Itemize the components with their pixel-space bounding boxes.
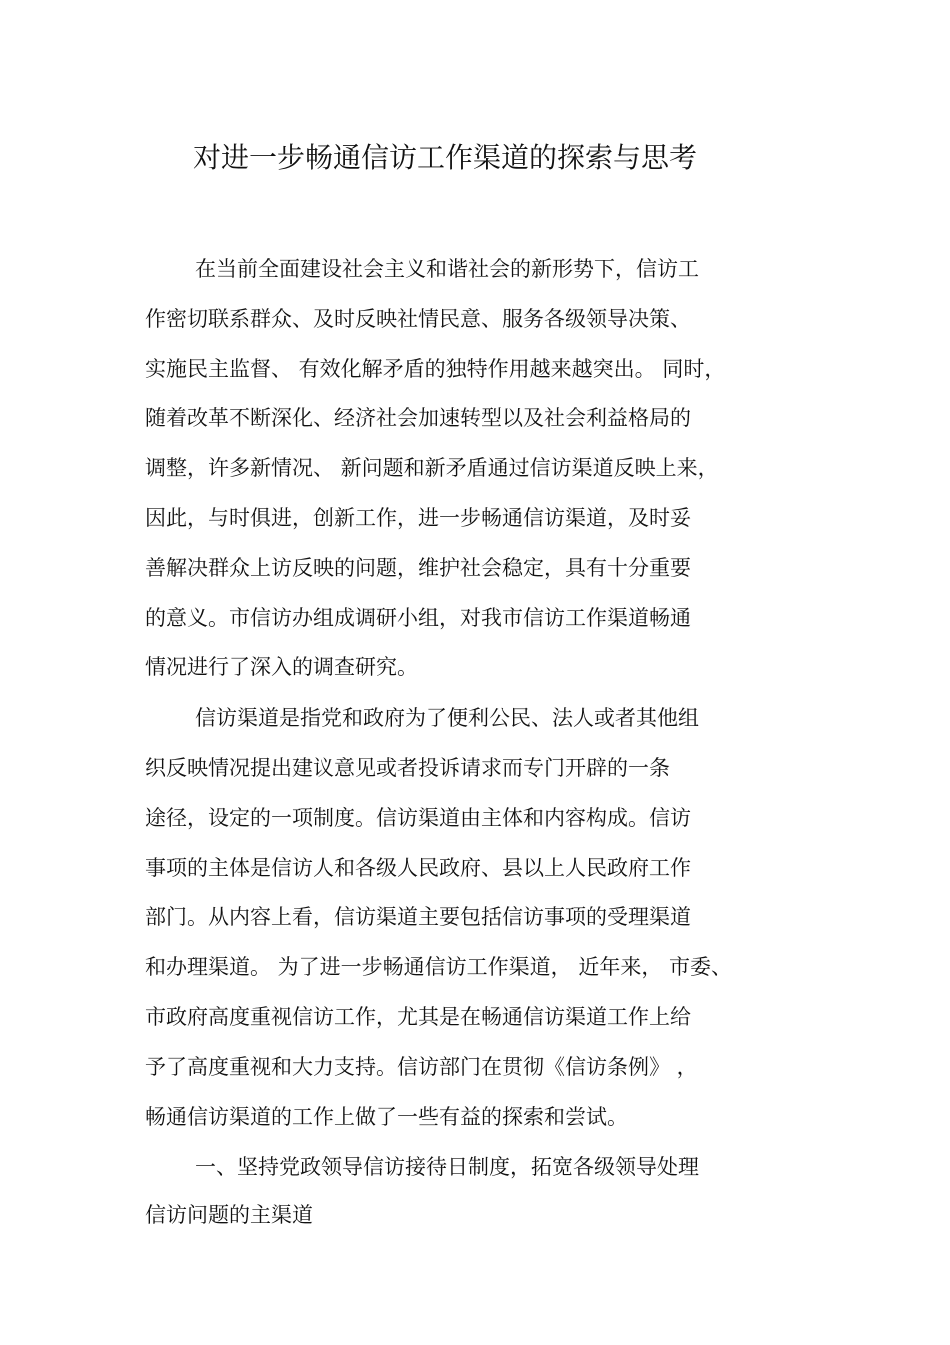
paragraph-line: 市政府高度重视信访工作，尤其是在畅通信访渠道工作上给 xyxy=(145,1005,691,1029)
document-title: 对进一步畅通信访工作渠道的探索与思考 xyxy=(192,141,697,174)
paragraph-line: 信访渠道是指党和政府为了便利公民、法人或者其他组 xyxy=(195,706,699,730)
paragraph-line: 调整，许多新情况、 新问题和新矛盾通过信访渠道反映上来， xyxy=(145,456,719,480)
paragraph-line: 作密切联系群众、及时反映社情民意、服务各级领导决策、 xyxy=(145,307,691,331)
paragraph-line: 畅通信访渠道的工作上做了一些有益的探索和尝试。 xyxy=(145,1105,628,1129)
paragraph-line: 因此，与时俱进，创新工作，进一步畅通信访渠道，及时妥 xyxy=(145,506,691,530)
paragraph-line: 随着改革不断深化、经济社会加速转型以及社会利益格局的 xyxy=(145,406,691,430)
paragraph-line: 事项的主体是信访人和各级人民政府、县以上人民政府工作 xyxy=(145,856,691,880)
paragraph-line: 和办理渠道。 为了进一步畅通信访工作渠道， 近年来， 市委、 xyxy=(145,955,733,979)
paragraph-line: 在当前全面建设社会主义和谐社会的新形势下，信访工 xyxy=(195,257,699,281)
paragraph-line: 的意义。市信访办组成调研小组，对我市信访工作渠道畅通 xyxy=(145,606,691,630)
paragraph-line: 实施民主监督、 有效化解矛盾的独特作用越来越突出。 同时， xyxy=(145,357,726,381)
paragraph-line: 织反映情况提出建议意见或者投诉请求而专门开辟的一条 xyxy=(145,756,670,780)
section-heading-line: 一、坚持党政领导信访接待日制度，拓宽各级领导处理 xyxy=(195,1155,699,1179)
paragraph-line: 予了高度重视和大力支持。信访部门在贯彻《信访条例》 ， xyxy=(145,1055,698,1079)
paragraph-line: 途径，设定的一项制度。信访渠道由主体和内容构成。信访 xyxy=(145,806,691,830)
paragraph-line: 部门。从内容上看，信访渠道主要包括信访事项的受理渠道 xyxy=(145,905,691,929)
section-heading-line: 信访问题的主渠道 xyxy=(145,1203,313,1227)
paragraph-line: 情况进行了深入的调查研究。 xyxy=(145,655,418,679)
paragraph-line: 善解决群众上访反映的问题，维护社会稳定，具有十分重要 xyxy=(145,556,691,580)
